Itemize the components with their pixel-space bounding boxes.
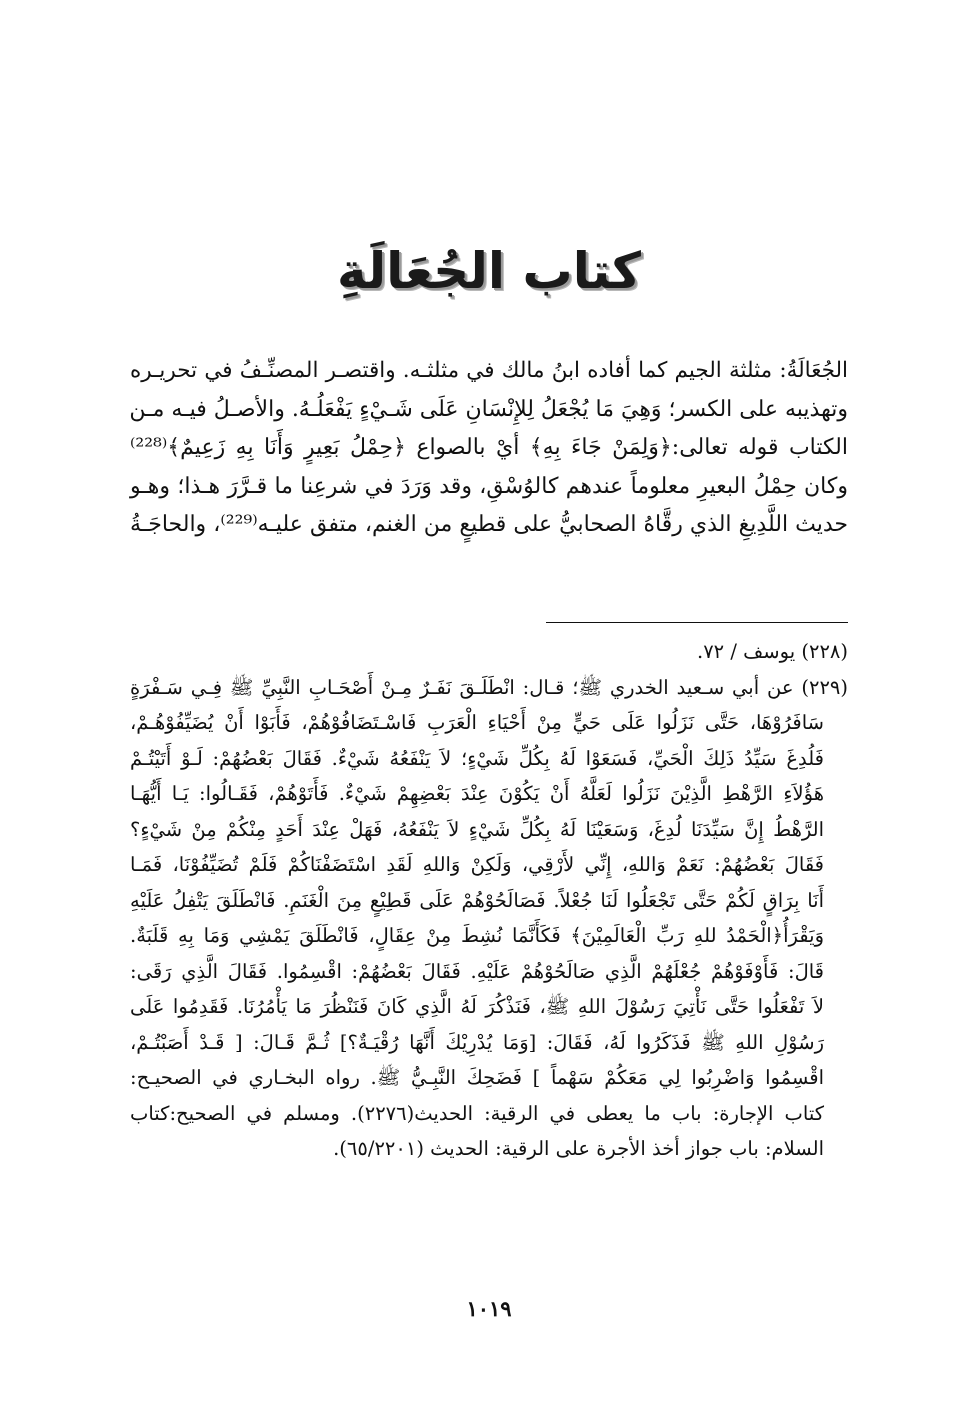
footnote-line: فَلُدِغَ سَيِّدُ ذَلِكَ الْحَيِّ، فَسَعَوْا لَهُ بِكُلِّ شَيْءٍ؛ لاَ يَنْفَعُهُ شَيْءٌ. فَقَالَ بَعْضُهُمْ: لَـوْ أَتَيْتُـمْ xyxy=(130,746,824,770)
footnote-line: اقْسِمُوا وَاضْرِبُوا لِي مَعَكُمْ سَهْماً ] فَضَحِكَ النَّبِـيُّ ﷺ. رواه البخـاري في الصحيـح: xyxy=(130,1066,824,1089)
main-text-line: وكان حِمْلُ البعيرِ معلوماً عندهم كالوُسْقِ، وقد وَرَدَ في شرعِنا ما قـرَّرَ هـذا؛ وهـو xyxy=(130,473,848,499)
footnote-line: فَقَالَ بَعْضُهُمْ: نَعَمْ وَاللهِ، إِنِّي لأَرْقِي، وَلَكِنْ وَاللهِ لَقَدِ اسْتَضَفْنَاكُمْ فَلَمْ تُضَيِّفُوْنَا، فَمَـا xyxy=(130,853,824,876)
book-page xyxy=(130,0,848,1409)
footnote-line: السلام: باب جواز أخذ الأجرة على الرقية: الحديث (٦٥/٢٢٠١). xyxy=(333,1137,824,1160)
footnote-line: رَسُوْلِ اللهِ ﷺ فَذَكَرُوا لَهُ، فَقَالَ: [وَمَا يُدْرِيْكَ أَنَّهَا رُقْيَـةٌ؟] ثُـمَّ قَـالَ: [ قَـدْ أَصَبْتُـمْ، xyxy=(130,1030,824,1054)
main-text-line: وتهذيبه على الكسر؛ وَهِيَ مَا يُجْعَلُ لِلإِنْسَانِ عَلَى شَـيْءٍ يَفْعَلُـهُ. والأصـلُ فيـه مـن xyxy=(129,396,848,422)
main-text-line: الجُعَالَةُ: مثلثة الجيم كما أفاده ابنُ مالك في مثلثـه. واقتصـر المصنِّـفُ في تحريـره xyxy=(130,358,848,383)
footnote-divider xyxy=(546,622,848,623)
footnote-line: وَيَقْرَأُ﴿الْحَمْدُ للهِ رَبِّ الْعَالَمِيْنَ﴾ فَكَأَنَّمَا نُشِطَ مِنْ عِقَالٍ، فَانْطَلَقَ يَمْشِي وَمَا بِهِ قَلَبَةٌ. xyxy=(130,924,824,947)
footnotes xyxy=(130,634,848,1167)
footnote-line: هَؤُلاَءِ الرَّهْطِ الَّذِيْنَ نَزَلُوا لَعَلَّهُ أَنْ يَكُوْنَ عِنْدَ بَعْضِهِمْ شَيْءٌ. فَأَتَوْهُمْ، فَقَـالُوا: يَـا أَيُّهَـا xyxy=(130,782,824,805)
footnote-228: (٢٢٨) يوسف / ٧٢. xyxy=(697,640,848,663)
footnote-line: أَنَا بِرَاقٍ لَكُمْ حَتَّى تَجْعَلُوا لَنَا جُعْلاً. فَصَالَحُوْهُمْ عَلَى قَطِيْعٍ مِنَ الْغَنَمِ. فَانْطَلَقَ يَتْفِلُ عَلَيْهِ xyxy=(130,888,824,912)
footnote-line: قَالَ: فَأَوْفَوْهُمْ جُعْلَهُمْ الَّذِي صَالَحُوْهُمْ عَلَيْهِ. فَقَالَ بَعْضُهُمْ: اقْسِمُوا. فَقَالَ الَّذِي رَقَى: xyxy=(130,959,824,983)
footnote-line: سَافَرُوْهَا، حَتَّى نَزَلُوا عَلَى حَيٍّ مِنْ أَحْيَاءِ الْعَرَبِ فَاسْـتَضَافُوْهُمْ، فَأَبَوْا أَنْ يُضَيِّفُوْهُـمْ، xyxy=(130,711,824,734)
footnote-229: (٢٢٩) عن أبي سـعيد الخدري ﷺ؛ قـال: انْطَلَـقَ نَفَـرٌ مِـنْ أَصْحَـابِ النَّبِيِّ ﷺ فِـي سَـفْرَةٍ xyxy=(130,675,848,699)
main-text xyxy=(130,352,848,545)
page-number: ١٠١٩ xyxy=(466,1296,512,1321)
footnote-line: كتاب الإجارة: باب ما يعطى في الرقية: الحديث(٢٢٧٦). ومسلم في الصحيح:كتاب xyxy=(130,1101,824,1125)
chapter-title: كتاب الجُعَالَةِ xyxy=(337,242,641,300)
footnote-line: الرَّهْطُ إِنَّ سَيِّدَنَا لُدِغَ، وَسَعَيْنَا لَهُ بِكُلِّ شَيْءٍ لاَ يَنْفَعُهُ، فَهَلْ عِنْدَ أَحَدٍ مِنْكُمْ مِنْ شَيْءٍ؟ xyxy=(130,817,824,841)
main-text-line: الكتاب قوله تعالى:﴿وَلِمَنْ جَاءَ بِهِ﴾ أيْ بالصواع ﴿حِمْلُ بَعِيرٍ وَأَنَا بِهِ زَعِيمٌ﴾⁽²²⁸⁾ xyxy=(130,435,848,460)
main-text-line: حديث اللَّدِيغِ الذي رقَّاهُ الصحابيُّ على قطيعٍ من الغنم، متفق عليـه⁽²²⁹⁾، والحاجَـةُ xyxy=(130,512,848,537)
footnote-line: لاَ تَفْعَلُوا حَتَّى نَأْتِيَ رَسُوْلَ اللهِ ﷺ، فَنَذْكُرَ لَهُ الَّذِي كَانَ فَنَنْظُرَ مَا يَأْمُرُنَا. فَقَدِمُوا عَلَى xyxy=(130,995,824,1018)
